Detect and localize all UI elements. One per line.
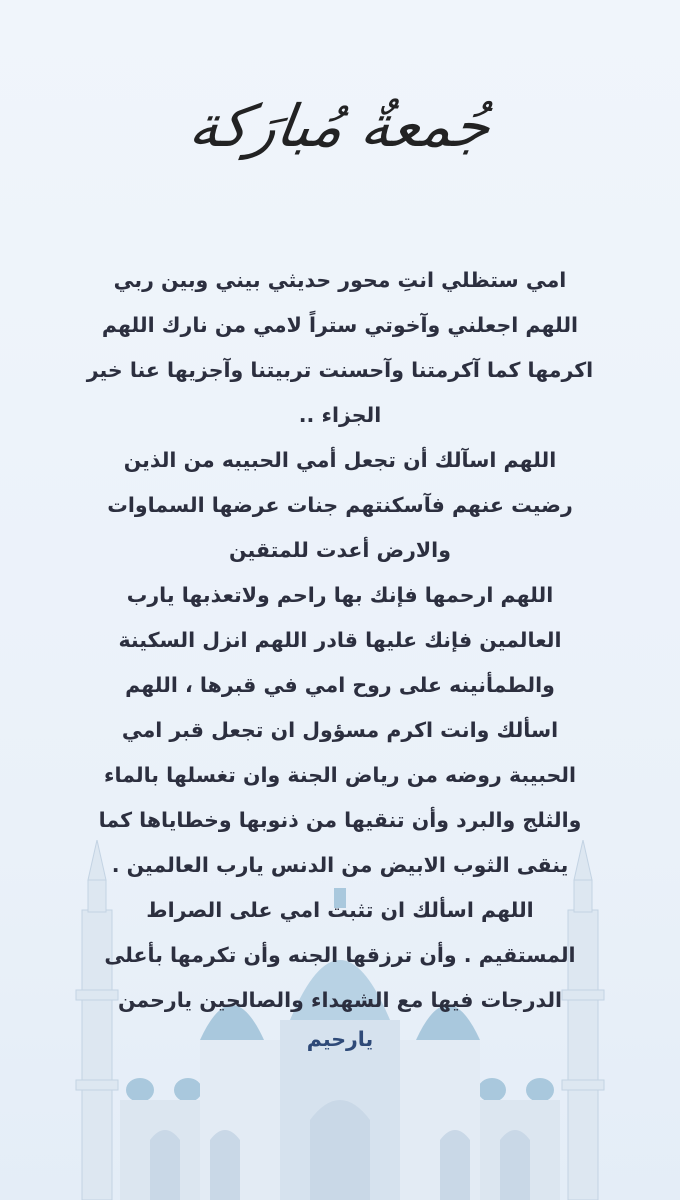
prayer-line: اسألك وانت اكرم مسؤول ان تجعل قبر امي <box>121 718 559 742</box>
prayer-line: الحبيبة روضه من رياض الجنة وان تغسلها بالماء <box>103 763 576 787</box>
prayer-line: الدرجات فيها مع الشهداء والصالحين يارحمن <box>117 988 563 1012</box>
prayer-line: اكرمها كما آكرمتنا وآحسنت تربيتنا وآجزيها عنا خير <box>86 358 594 382</box>
title-calligraphy: جُمعةٌ مُبارَكة <box>185 92 495 160</box>
prayer-line: اللهم اجعلني وآخوتي ستراً لامي من نارك اللهم <box>101 313 579 337</box>
prayer-line: امي ستظلي انتِ محور حديثي بيني وبين ربي <box>113 268 567 292</box>
prayer-line: اللهم اسآلك أن تجعل أمي الحبيبه من الذين <box>123 448 557 472</box>
prayer-line: والارض أعدت للمتقين <box>229 538 451 562</box>
prayer-line: اللهم اسألك ان تثبت امي على الصراط <box>146 898 534 922</box>
prayer-text <box>38 258 642 1062</box>
prayer-line: رضيت عنهم فآسكنتهم جنات عرضها السماوات <box>107 493 573 517</box>
prayer-line: والثلج والبرد وأن تنقيها من ذنوبها وخطاياها كما <box>98 808 582 832</box>
prayer-line: المستقيم . وأن ترزقها الجنه وأن تكرمها بأعلى <box>104 943 576 967</box>
prayer-line: والطمأنينه على روح امي في قبرها ، اللهم <box>125 673 555 697</box>
prayer-line: ينقى الثوب الابيض من الدنس يارب العالمين . <box>111 853 569 877</box>
prayer-line: العالمين فإنك عليها قادر اللهم انزل السكينة <box>118 628 562 652</box>
prayer-line: الجزاء .. <box>298 403 382 427</box>
closing-line: يارحيم <box>306 1027 374 1051</box>
prayer-line: اللهم ارحمها فإنك بها راحم ولاتعذبها يارب <box>126 583 554 607</box>
